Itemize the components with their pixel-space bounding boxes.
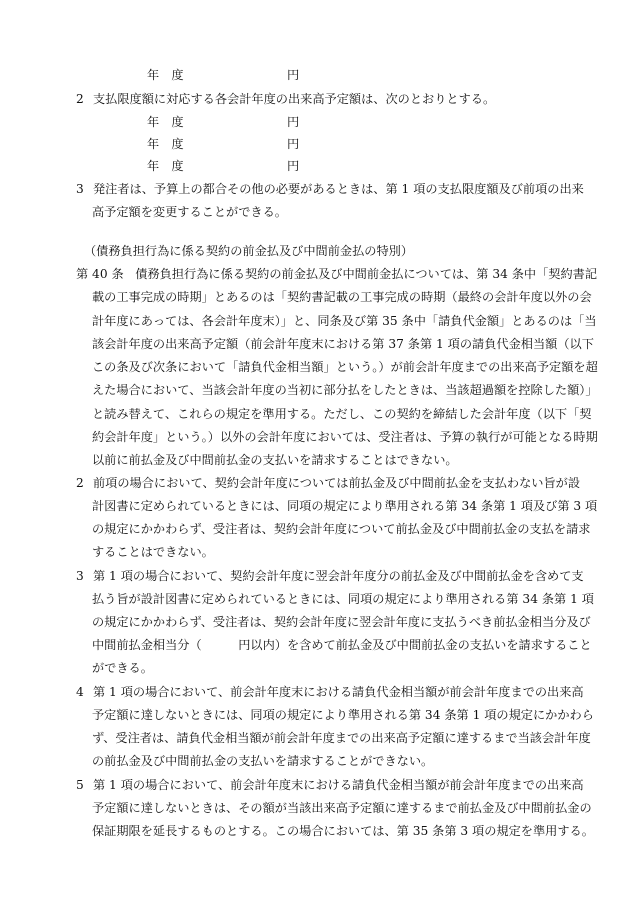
paragraph-2 [76,475,580,491]
paragraph-text-line: 払う旨が設計図書に定められているときには、同項の規定により準用される第 34 条第 1 項 [92,592,594,606]
paragraph-text: 第 1 項の場合において、前会計年度末における請負代金相当額が前会計年度までの出来高 [93,685,584,699]
fiscal-year-label: 年 度 [147,68,184,82]
paragraph-4 [76,684,584,700]
yen-unit: 円 [287,68,300,82]
article-text-line: えた場合において、当該会計年度の当初に部分払をしたときは、当該超過額を控除した額）」 [92,383,598,397]
paragraph-text-line: 保証期限を延長するものとする。この場合においては、第 35 条第 3 項の規定を準用する。 [92,824,594,838]
paragraph-text-line: の規定にかかわらず、受注者は、契約会計年度について前払金及び中間前払金の支払を請求 [92,522,591,536]
clause-text-continued: 高予定額を変更することができる。 [92,205,287,219]
paragraph-number: 2 [76,476,84,490]
clause-number: 2 [76,92,84,106]
paragraph-text-line: ができる。 [92,661,153,675]
article-text-line: と読み替えて、これらの規定を準用する。ただし、この契約を締結した会計年度（以下「契 [92,407,592,421]
article-40-heading [76,266,597,282]
paragraph-text-line: 予定額に達しないときは、その額が当該出来高予定額に達するまで前払金及び中間前払金の [92,801,592,815]
clause-3 [76,181,584,197]
paragraph-5 [76,777,584,793]
paragraph-text: 前項の場合において、契約会計年度については前払金及び中間前払金を支払わない旨が設 [93,476,581,490]
clause-2 [76,91,495,107]
paragraph-3 [76,568,584,584]
paragraph-text-line: することはできない。 [92,545,214,559]
paragraph-text-line: の規定にかかわらず、受注者は、契約会計年度に翌会計年度に支払うべき前払金相当分及び [92,615,591,629]
article-text-line: 該会計年度の出来高予定額（前会計年度末における第 37 条第 1 項の請負代金相当額（以下 [92,337,594,351]
paragraph-text: 第 1 項の場合において、前会計年度末における請負代金相当額が前会計年度までの出来高 [93,778,584,792]
paragraph-text-line: の前払金及び中間前払金の支払いを請求することができない。 [92,754,434,768]
paragraph-text-line: 計図書に定められているときには、同項の規定により準用される第 34 条第 1 項及び第 3 項 [92,499,598,513]
paragraph-number: 4 [76,685,84,699]
article-label: 第 40 条 [76,267,124,281]
fiscal-year-label: 年 度 [147,115,184,129]
article-caption: （債務負担行為に係る契約の前金払及び中間前金払の特別） [84,244,414,258]
clause-text: 発注者は、予算上の都合その他の必要があるときは、第 1 項の支払限度額及び前項の出来 [93,182,584,196]
paragraph-text: 第 1 項の場合において、契約会計年度に翌会計年度分の前払金及び中間前払金を含めて支 [93,569,584,583]
article-text-line: 計年度にあっては、各会計年度末）」と、同条及び第 35 条中「請負代金額」とあるのは「当 [92,314,597,328]
article-text-line: 以前に前払金及び中間前払金の支払いを請求することはできない。 [92,453,458,467]
clause-text: 支払限度額に対応する各会計年度の出来高予定額は、次のとおりとする。 [93,92,496,106]
clause-number: 3 [76,182,84,196]
article-text: 債務負担行為に係る契約の前金払及び中間前金払については、第 34 条中「契約書記 [135,267,598,281]
yen-unit: 円 [287,159,300,173]
yen-unit: 円 [287,137,300,151]
article-text-line: 約会計年度」という。）以外の会計年度においては、受注者は、予算の執行が可能となる時期 [92,430,598,444]
paragraph-number: 3 [76,569,84,583]
paragraph-text-line: 中間前払金相当分（ 円以内）を含めて前払金及び中間前払金の支払いを請求すること [92,638,592,652]
fiscal-year-label: 年 度 [147,159,184,173]
fiscal-year-label: 年 度 [147,137,184,151]
paragraph-text-line: 予定額に達しないときには、同項の規定により準用される第 34 条第 1 項の規定にかかわら [92,708,594,722]
paragraph-number: 5 [76,778,84,792]
article-text-line: この条及び次条において「請負代金相当額」という。）が前会計年度までの出来高予定額を超 [92,360,598,374]
paragraph-text-line: ず、受注者は、請負代金相当額が前会計年度までの出来高予定額に達するまで当該会計年度 [92,731,591,745]
yen-unit: 円 [287,115,300,129]
article-text-line: 載の工事完成の時期」とあるのは「契約書記載の工事完成の時期（最終の会計年度以外の会 [92,290,592,304]
